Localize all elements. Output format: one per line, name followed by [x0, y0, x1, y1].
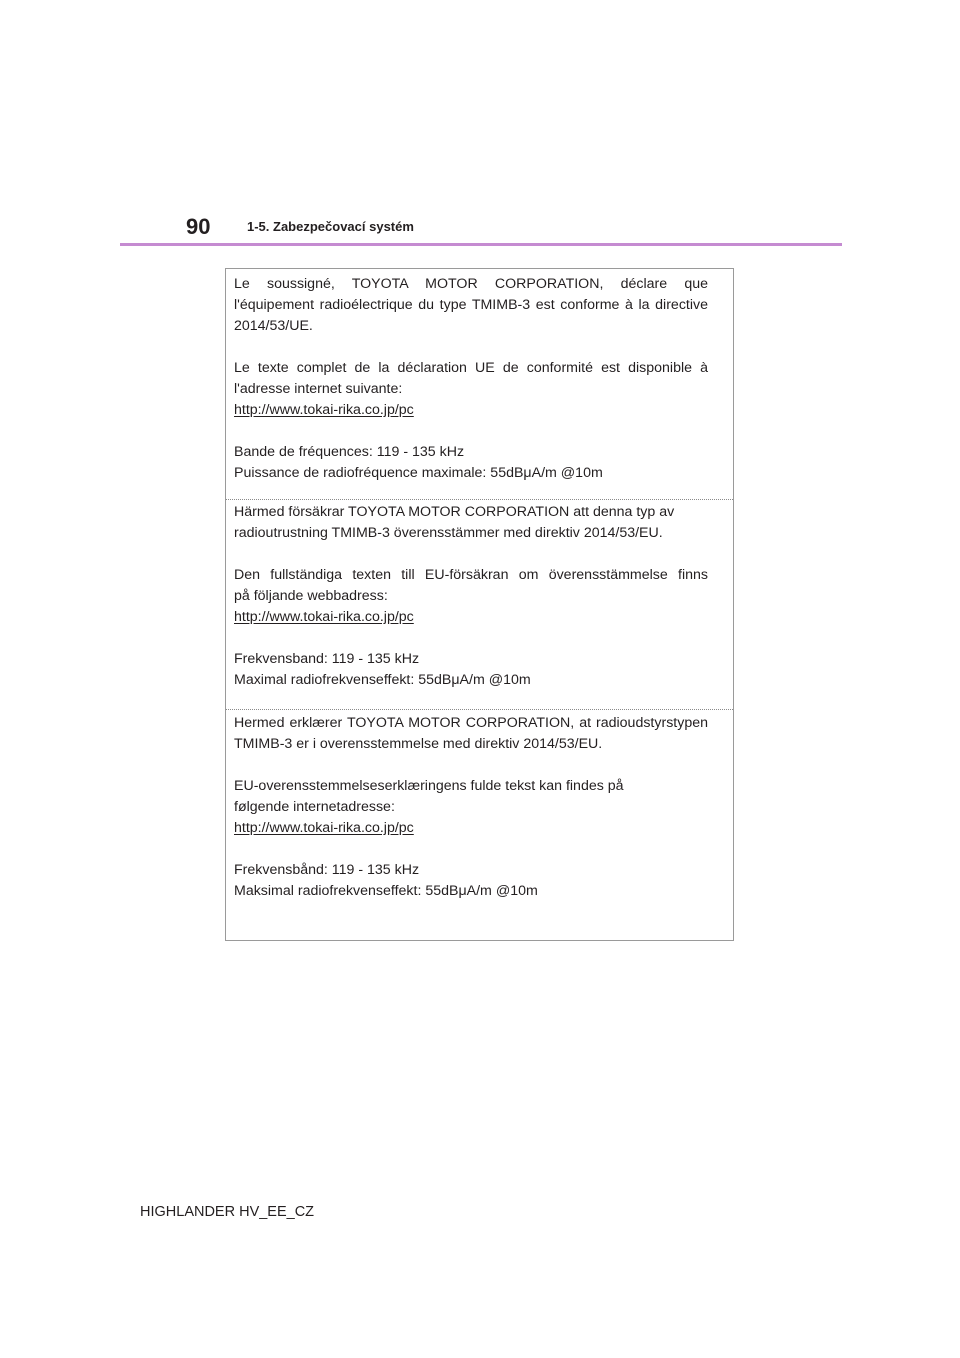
frequency-band: Bande de fréquences: 119 - 135 kHz: [234, 444, 465, 460]
frequency-band: Frekvensbånd: 119 - 135 kHz: [234, 862, 420, 878]
declaration-statement: Le soussigné, TOYOTA MOTOR CORPORATION, déclare que l'équipement radioélectrique du type TMIMB-3 est conforme à la directive 2014/53/UE.: [234, 276, 708, 334]
page-number: 90: [186, 214, 211, 239]
declaration-statement: Härmed försäkrar TOYOTA MOTOR CORPORATION att denna typ av: [234, 504, 675, 520]
declaration-box: [225, 268, 734, 941]
declaration-link[interactable]: http://www.tokai-rika.co.jp/pc: [234, 402, 414, 418]
full-text-line: på följande webbadress:: [234, 588, 388, 604]
max-power: Puissance de radiofréquence maximale: 55dBμA/m @10m: [234, 465, 603, 481]
full-text-line: Le texte complet de la déclaration UE de conformité est disponible à: [234, 360, 708, 376]
header-rule: [120, 243, 842, 246]
max-power: Maximal radiofrekvenseffekt: 55dBμA/m @10m: [234, 672, 531, 688]
declaration-statement: Hermed erklærer TOYOTA MOTOR CORPORATION, at radioudstyrstypen TMIMB-3 er i overensstemmelse med direktiv 2014/53/EU.: [234, 715, 708, 752]
declaration-section-danish: [226, 709, 733, 941]
footer-model: HIGHLANDER HV_EE_CZ: [140, 1204, 315, 1220]
declaration-link[interactable]: http://www.tokai-rika.co.jp/pc: [234, 609, 414, 625]
declaration-section-swedish: [226, 499, 733, 709]
full-text-line: EU-overensstemmelseserklæringens fulde tekst kan findes på: [234, 778, 624, 794]
max-power: Maksimal radiofrekvenseffekt: 55dBμA/m @10m: [234, 883, 538, 899]
full-text-line: l'adresse internet suivante:: [234, 381, 403, 397]
declaration-statement: radioutrustning TMIMB-3 överensstämmer med direktiv 2014/53/EU.: [234, 525, 663, 541]
declaration-section-french: [226, 269, 733, 499]
full-text-line: Den fullständiga texten till EU-försäkran om överensstämmelse finns: [234, 567, 708, 583]
section-title: 1-5. Zabezpečovací systém: [247, 219, 414, 234]
declaration-link[interactable]: http://www.tokai-rika.co.jp/pc: [234, 820, 414, 836]
frequency-band: Frekvensband: 119 - 135 kHz: [234, 651, 420, 667]
full-text-line: følgende internetadresse:: [234, 799, 395, 815]
